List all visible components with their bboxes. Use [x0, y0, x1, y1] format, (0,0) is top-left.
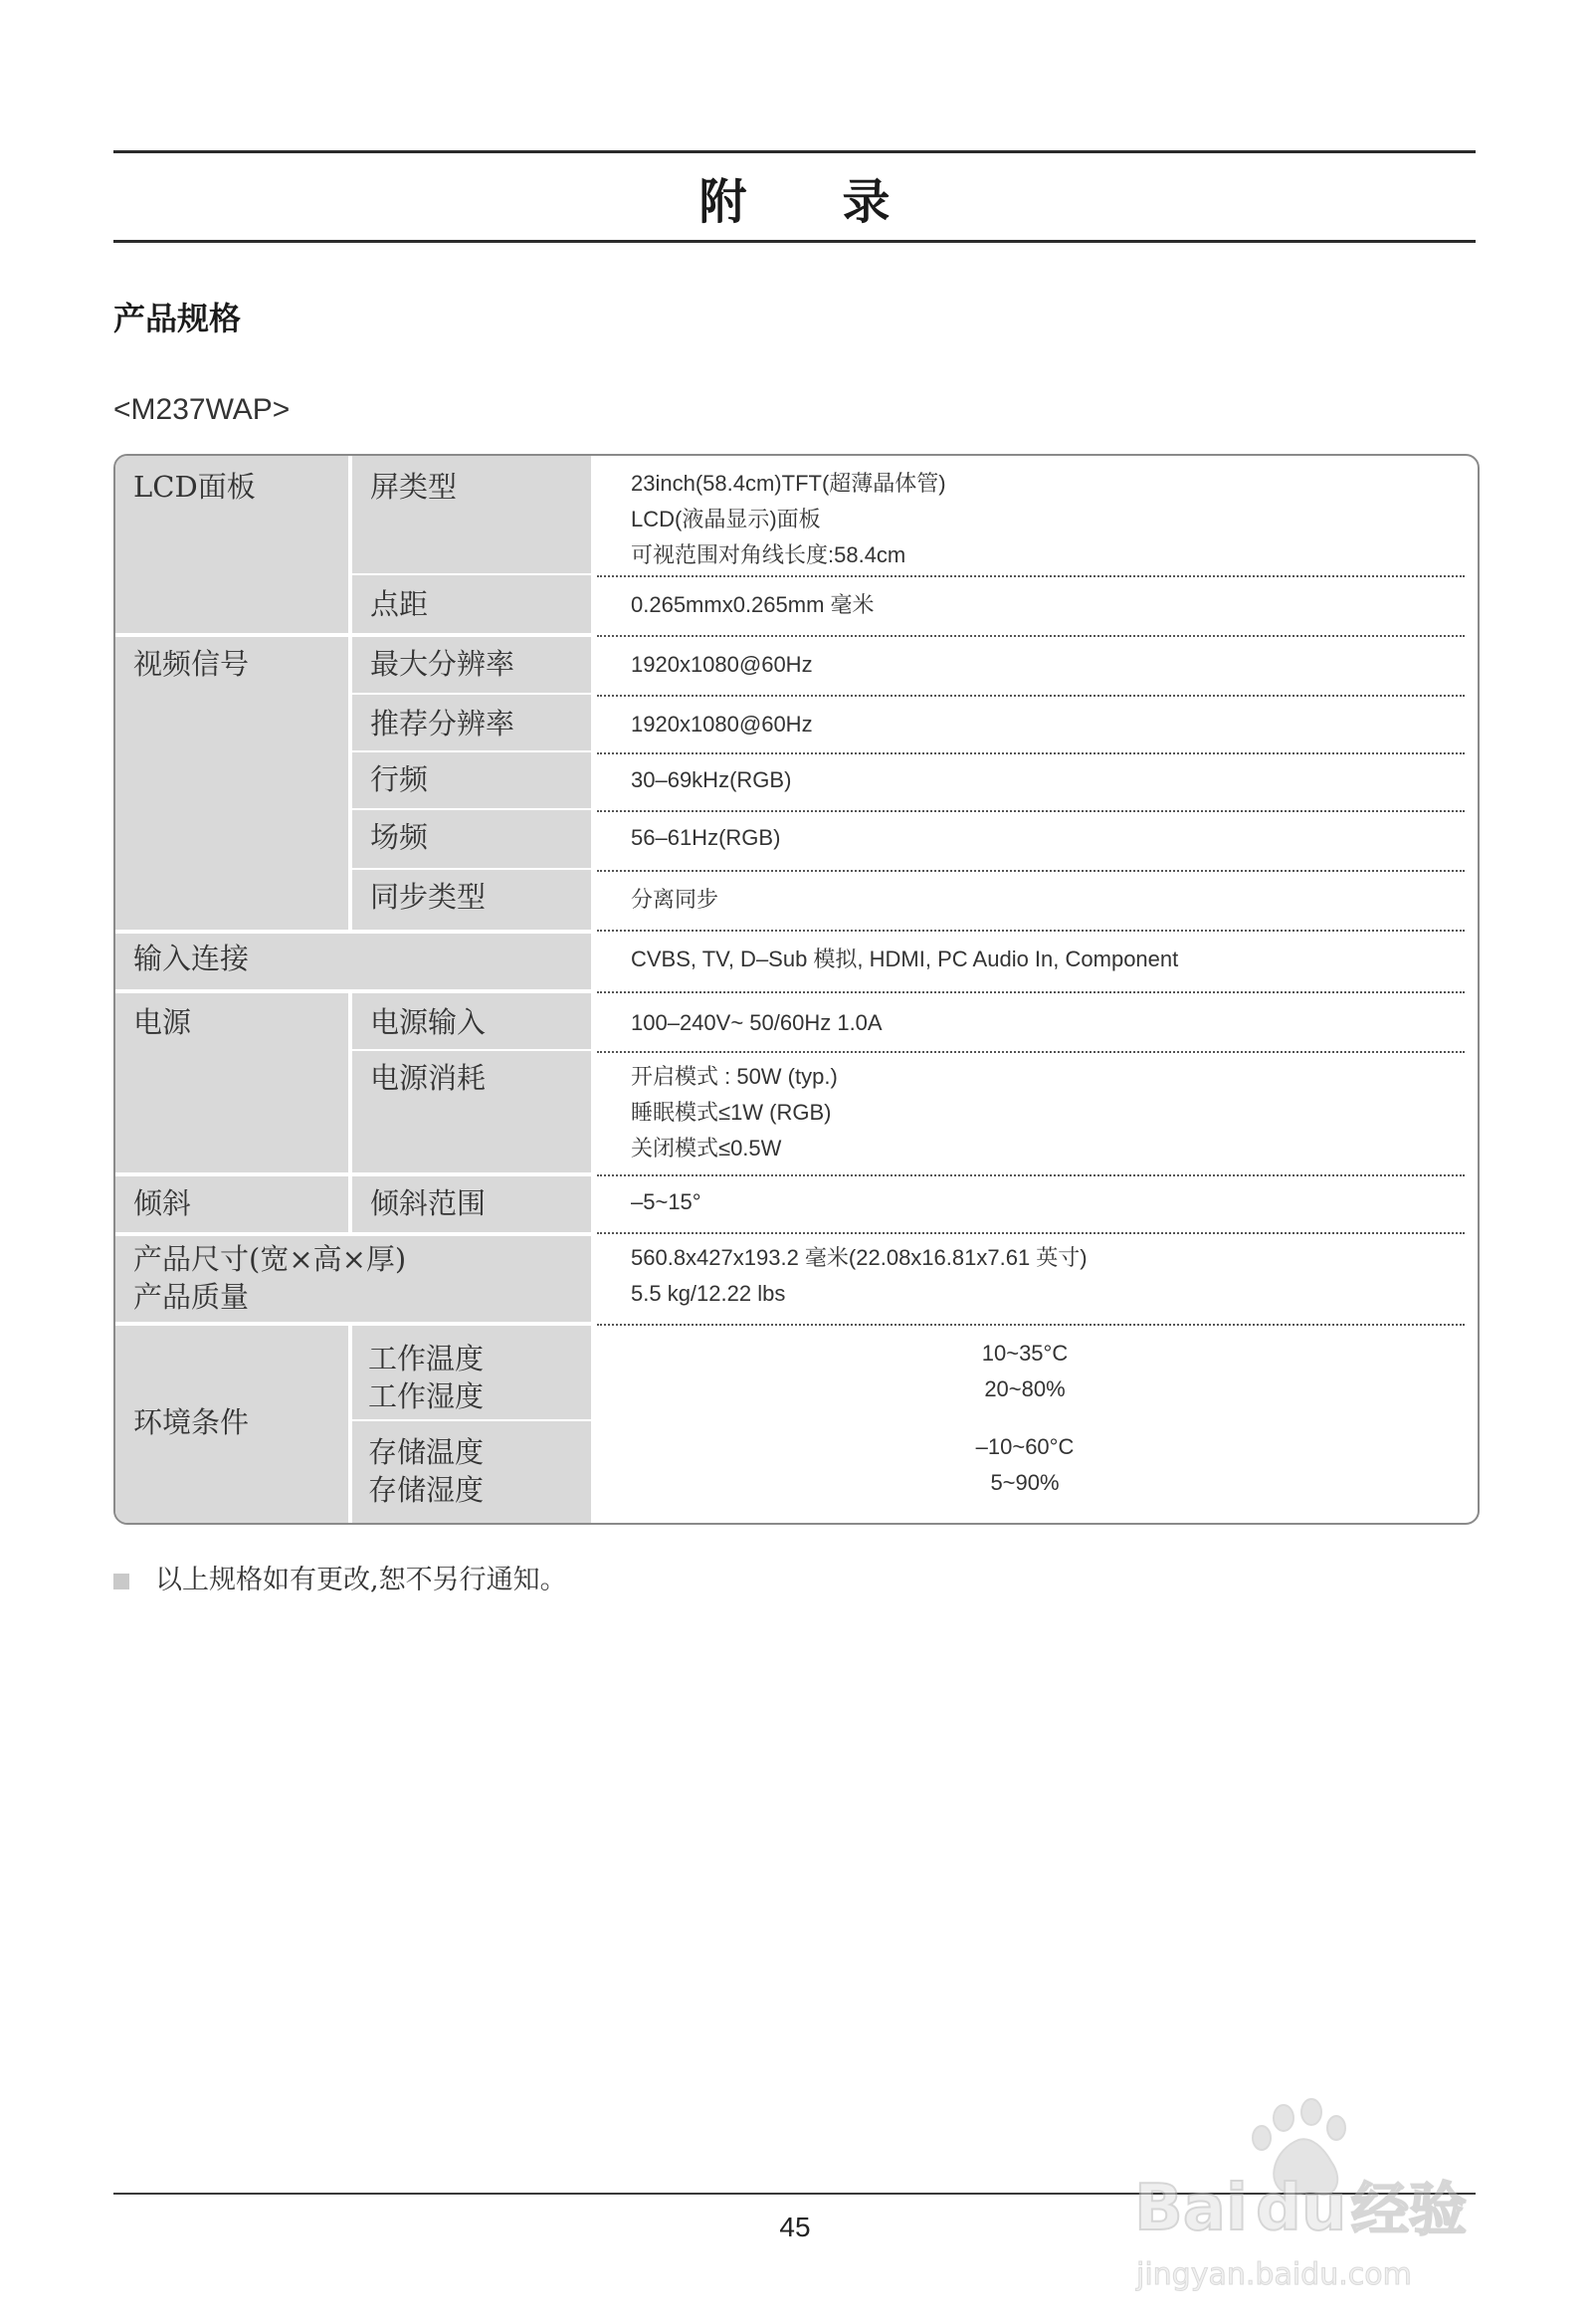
label-sync-type: 同步类型: [370, 880, 487, 914]
footnote: [113, 1558, 567, 1596]
group-separator: [115, 1232, 591, 1236]
label-storage-temperature: 存储温度: [368, 1435, 485, 1469]
sub-separator: [352, 573, 591, 575]
sub-separator: [352, 1419, 591, 1421]
row-divider: [597, 695, 1465, 697]
value-storage-humidity: 5~90%: [990, 1470, 1060, 1495]
svg-text:du: du: [1256, 2172, 1347, 2245]
value-power-input: 100–240V~ 50/60Hz 1.0A: [631, 1010, 883, 1035]
group-label-power: 电源: [133, 1005, 192, 1039]
value-weight: 5.5 kg/12.22 lbs: [631, 1281, 786, 1306]
model-name: <M237WAP>: [113, 393, 291, 426]
value-storage-temperature: –10~60°C: [975, 1434, 1075, 1459]
label-screen-type: 屏类型: [370, 470, 458, 504]
sub-separator: [352, 808, 591, 810]
value-operating-temperature: 10~35°C: [981, 1341, 1069, 1366]
value-max-resolution: 1920x1080@60Hz: [631, 652, 813, 677]
value-screen-type-line3: 可视范围对角线长度:58.4cm: [631, 542, 906, 567]
value-dimensions: 560.8x427x193.2 毫米(22.08x16.81x7.61 英寸): [631, 1245, 1088, 1270]
svg-text:Bai: Bai: [1134, 2172, 1248, 2245]
row-divider: [597, 930, 1465, 932]
label-power-input: 电源输入: [370, 1005, 487, 1039]
label-power-consumption: 电源消耗: [370, 1061, 487, 1095]
group-label-video: 视频信号: [133, 647, 250, 681]
row-divider: [597, 575, 1465, 577]
row-divider: [597, 810, 1465, 812]
spec-table: [113, 454, 1480, 1525]
bullet-square-icon: [113, 1574, 129, 1589]
page-number: 45: [779, 2212, 811, 2242]
row-divider: [597, 1174, 1465, 1176]
group-label-tilt: 倾斜: [133, 1186, 192, 1220]
value-vertical-frequency: 56–61Hz(RGB): [631, 825, 781, 850]
label-pixel-pitch: 点距: [370, 587, 429, 621]
value-horizontal-frequency: 30–69kHz(RGB): [631, 767, 792, 792]
value-operating-humidity: 20~80%: [984, 1376, 1066, 1401]
label-dimensions: 产品尺寸(宽×高×厚): [133, 1242, 407, 1276]
svg-text:jingyan.baidu.com: jingyan.baidu.com: [1136, 2257, 1412, 2292]
value-screen-type-line1: 23inch(58.4cm)TFT(超薄晶体管): [631, 471, 946, 496]
group-label-environment: 环境条件: [133, 1405, 250, 1439]
row-divider: [597, 991, 1465, 993]
value-recommended-resolution: 1920x1080@60Hz: [631, 712, 813, 737]
row-divider: [597, 870, 1465, 872]
section-title: 产品规格: [113, 300, 242, 337]
group-label-lcd: LCD面板: [133, 470, 256, 504]
label-tilt-range: 倾斜范围: [370, 1186, 487, 1220]
column-separator: [348, 637, 352, 930]
sub-separator: [352, 868, 591, 870]
label-operating-temperature: 工作温度: [368, 1342, 485, 1375]
value-screen-type-line2: LCD(液晶显示)面板: [631, 507, 821, 531]
column-separator: [348, 993, 352, 1172]
value-power-on: 开启模式 : 50W (typ.): [631, 1064, 838, 1089]
group-separator: [115, 989, 591, 993]
footnote-text: 以上规格如有更改,恕不另行通知。: [155, 1565, 567, 1595]
group-label-input: 输入连接: [133, 942, 250, 975]
value-input-connections: CVBS, TV, D–Sub 模拟, HDMI, PC Audio In, Component: [631, 947, 1179, 971]
column-separator: [348, 1326, 352, 1523]
label-max-resolution: 最大分辨率: [370, 647, 515, 681]
sub-separator: [352, 693, 591, 695]
row-divider: [597, 1051, 1465, 1053]
label-horizontal-frequency: 行频: [370, 762, 429, 796]
group-separator: [115, 1322, 591, 1326]
row-divider: [597, 635, 1465, 637]
row-divider: [597, 1232, 1465, 1234]
label-operating-humidity: 工作湿度: [368, 1379, 485, 1413]
label-recommended-resolution: 推荐分辨率: [370, 707, 515, 740]
value-sync-type: 分离同步: [631, 887, 719, 912]
svg-text:经验: 经验: [1351, 2176, 1468, 2243]
sub-separator: [352, 750, 591, 752]
group-separator: [115, 930, 591, 934]
page-title: 附 录: [698, 174, 891, 230]
value-tilt-range: –5~15°: [631, 1189, 701, 1214]
baidu-watermark-logo: [1134, 2090, 1502, 2299]
value-pixel-pitch: 0.265mmx0.265mm 毫米: [631, 592, 875, 617]
column-separator: [348, 456, 352, 633]
title-rule: [113, 240, 1476, 243]
group-separator: [115, 1172, 591, 1176]
value-power-off: 关闭模式≤0.5W: [631, 1136, 782, 1161]
label-storage-humidity: 存储湿度: [368, 1473, 485, 1507]
label-weight: 产品质量: [133, 1280, 250, 1314]
top-rule: [113, 150, 1476, 153]
group-separator: [115, 633, 591, 637]
row-divider: [597, 752, 1465, 754]
row-divider: [597, 1324, 1465, 1326]
label-vertical-frequency: 场频: [370, 820, 429, 854]
sub-separator: [352, 1049, 591, 1051]
column-separator: [348, 1176, 352, 1232]
value-power-sleep: 睡眠模式≤1W (RGB): [631, 1100, 832, 1125]
